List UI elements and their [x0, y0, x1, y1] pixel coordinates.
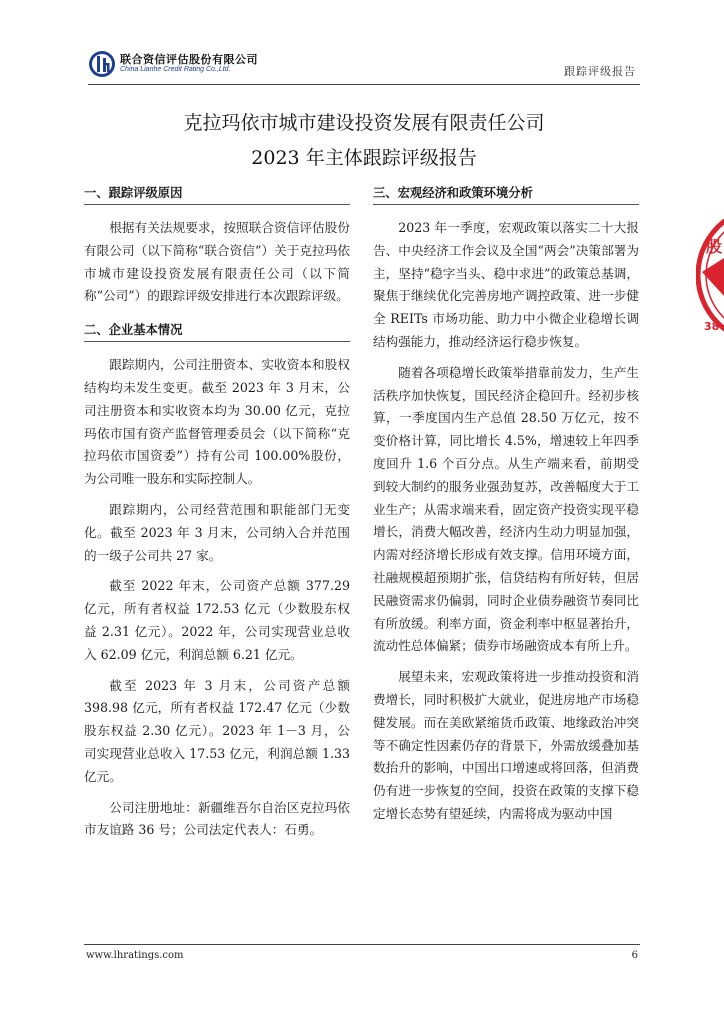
company-name-cn: 联合资信评估股份有限公司	[120, 53, 258, 66]
paragraph: 随着各项稳增长政策举措靠前发力，生产生活秩序加快恢复，国民经济企稳回升。经初步核算，一季度国内生产总值 28.50 万亿元，按不变价格计算，同比增长 4.5%，增速较上年四季度回升 1.6 个百分点。从生产端来看，前期受到较大制约的服务业强劲复苏，改善幅度大于工业生产；从需求端来看，固定资产投资实现平稳增长，消费大幅改善，经济内生动力明显加强，内需对经济增长形成有效支撑。信用环境方面，社融规模超预期扩张，信贷结构有所好转，但居民融资需求仍偏弱，同时企业债券融资节奏同比有所放缓。利率方面，资金利率中枢显著抬升，流动性总体偏紧；债券市场融资成本有所上升。	[373, 364, 639, 654]
report-type-label: 跟踪评级报告	[564, 65, 636, 78]
section-heading-company-info: 二、企业基本情况	[84, 320, 350, 342]
company-seal-stamp	[696, 200, 724, 350]
footer-website-link[interactable]: www.lhratings.com	[86, 950, 184, 961]
paragraph: 根据有关法规要求，按照联合资信评估股份有限公司（以下简称“联合资信”）关于克拉玛依市城市建设投资发展有限责任公司（以下简称“公司”）的跟踪评级安排进行本次跟踪评级。	[84, 220, 350, 304]
page-number: 6	[631, 950, 638, 961]
paragraph: 2023 年一季度，宏观政策以落实二十大报告、中央经济工作会议及全国“两会”决策部署为主，坚持“稳字当头、稳中求进”的政策总基调，聚焦于继续优化完善房地产调控政策、进一步健全 REITs 市场功能、助力中小微企业稳增长调结构强能力，推动经济运行稳步恢复。	[373, 220, 639, 349]
section-heading-rating-reason: 一、跟踪评级原因	[84, 183, 350, 205]
report-title-line2: 2023 年主体跟踪评级报告	[251, 147, 477, 169]
report-title-line1: 克拉玛依市城市建设投资发展有限责任公司	[183, 112, 545, 134]
section-heading-macro-economy: 三、宏观经济和政策环境分析	[373, 183, 639, 205]
lianhe-logo-icon	[88, 50, 116, 78]
stamp-number: 38	[704, 320, 720, 333]
right-column	[373, 183, 639, 834]
left-column	[84, 183, 350, 850]
paragraph: 跟踪期内，公司注册资本、实收资本和股权结构均未发生变更。截至 2023 年 3 月末，公司注册资本和实收资本均为 30.00 亿元，克拉玛依市国有资产监督管理委员会（以下简称“克拉玛依市国资委”）持有公司 100.00%股份，为公司唯一股东和实际控制人。	[84, 357, 350, 487]
paragraph: 截至 2022 年末，公司资产总额 377.29 亿元，所有者权益 172.53 亿元（少数股东权益 2.31 亿元）。2022 年，公司实现营业总收入 62.09 亿元，利润总额 6.21 亿元。	[84, 578, 350, 662]
page-header	[88, 44, 640, 84]
paragraph: 公司注册地址：新疆维吾尔自治区克拉玛依市友谊路 36 号；公司法定代表人：石勇。	[84, 799, 350, 838]
header-divider	[88, 84, 640, 85]
paragraph: 跟踪期内，公司经营范围和职能部门无变化。截至 2023 年 3 月末，公司纳入合并范围的一级子公司共 27 家。	[84, 501, 350, 563]
paragraph: 截至 2023 年 3 月末，公司资产总额 398.98 亿元，所有者权益 172.47 亿元（少数股东权益 2.30 亿元）。2023 年 1－3 月，公司实现营业总收入 17.53 亿元，利润总额 1.33 亿元。	[84, 677, 350, 784]
footer-divider	[84, 944, 640, 945]
stamp-text: 股	[706, 237, 723, 256]
paragraph: 展望未来，宏观政策将进一步推动投资和消费增长，同时积极扩大就业，促进房地产市场稳健发展。而在美欧紧缩货币政策、地缘政治冲突等不确定性因素仍存的背景下，外需放缓叠加基数抬升的影响，中国出口增速或将回落，但消费仍有进一步恢复的空间，投资在政策的支撑下稳定增长态势有望延续，内需将成为驱动中国	[373, 669, 639, 821]
company-name-en: China Lianhe Credit Rating Co.,Ltd.	[120, 66, 231, 73]
